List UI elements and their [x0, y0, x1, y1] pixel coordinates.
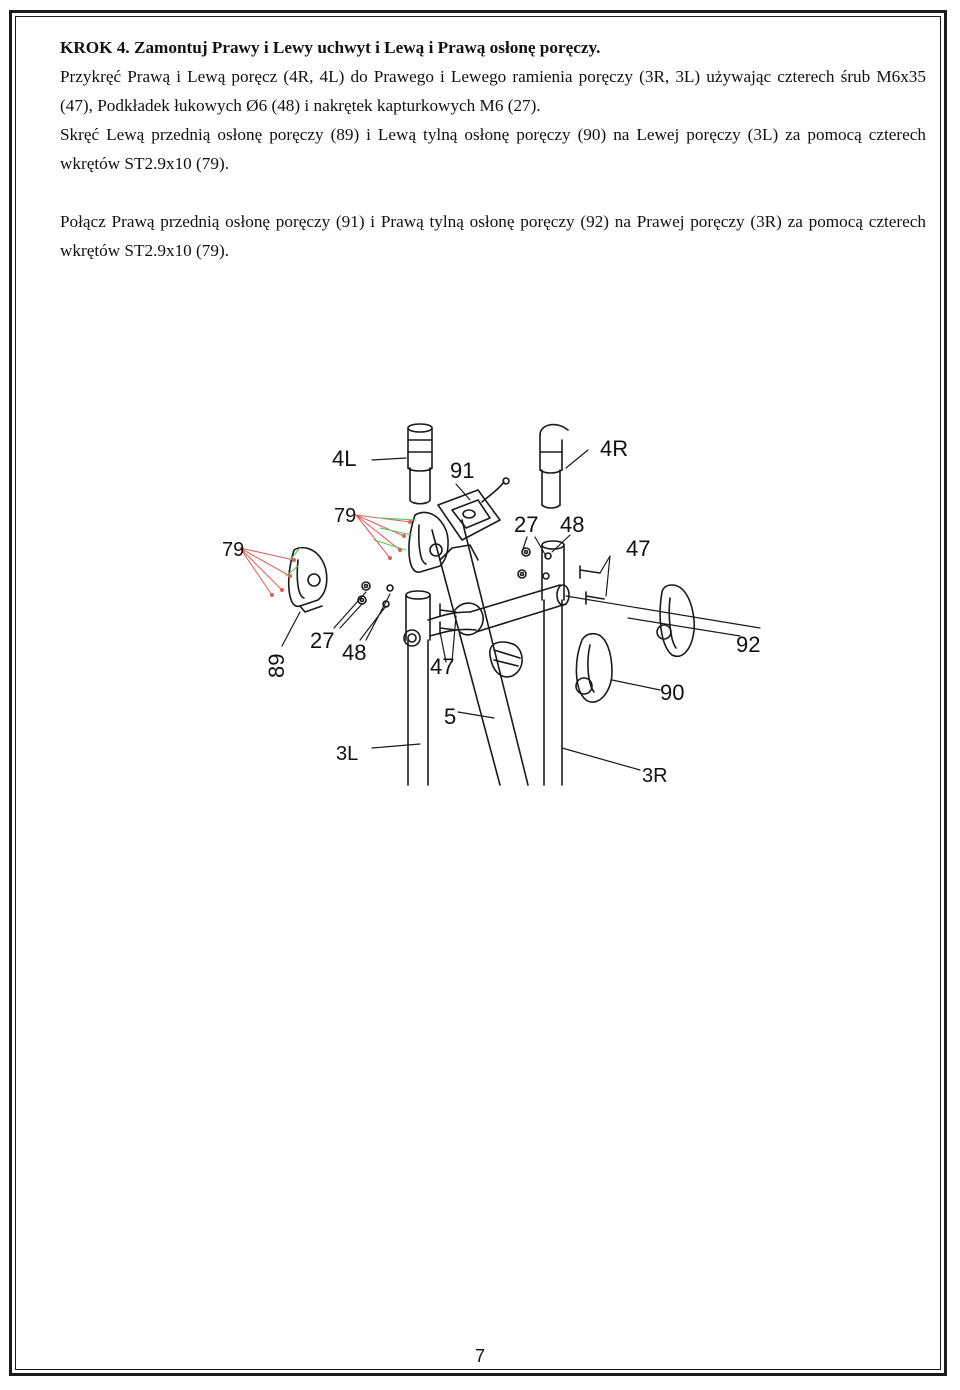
label-89: 89 — [264, 653, 289, 678]
paragraph-right-covers: Połącz Prawą przednią osłonę poręczy (91) i Prawą tylną osłonę poręczy (92) na Prawej poręczy (3R) za pomocą czterech wkrętów ST2.9x10 (79). — [60, 212, 926, 260]
label-4R: 4R — [600, 436, 629, 461]
label-5: 5 — [444, 704, 457, 729]
page-number: 7 — [474, 1346, 485, 1366]
label-91: 91 — [450, 458, 475, 483]
adjustment-knob — [490, 642, 522, 677]
cover-89 — [289, 548, 327, 612]
screw-pointers-right — [356, 515, 416, 560]
cover-90 — [576, 634, 612, 702]
label-90: 90 — [660, 680, 685, 705]
step-heading: KROK 4. Zamontuj Prawy i Lewy uchwyt i Lewą i Prawą osłonę poręczy. — [60, 38, 601, 57]
label-79-left: 79 — [222, 539, 245, 561]
label-27-top: 27 — [514, 512, 539, 537]
left-handlebar-4L — [408, 424, 432, 504]
right-handlebar-4R — [540, 425, 568, 508]
paragraph-left-covers: Skręć Lewą przednią osłonę poręczy (89) i Lewą tylną osłonę poręczy (90) na Lewej poręczy (3L) za pomocą czterech wkrętów ST2.9x10 (79). — [60, 125, 926, 173]
label-79-right: 79 — [334, 505, 357, 527]
paragraph-handlebar-mounting: Przykręć Prawą i Lewą poręcz (4R, 4L) do Prawego i Lewego ramienia poręczy (3R, 3L) używając czterech śrub M6x35 (47), Podkładek łukowych Ø6 (48) i nakrętek kapturkowych M6 (27). — [60, 67, 926, 115]
label-48-top: 48 — [560, 512, 585, 537]
part-labels — [222, 436, 760, 787]
console-plate — [438, 478, 509, 540]
label-3L: 3L — [336, 743, 359, 765]
label-47-bottom: 47 — [430, 654, 455, 679]
screw-pointers-left — [240, 548, 300, 597]
right-arm-3R — [542, 541, 564, 785]
cover-91 — [409, 513, 448, 573]
left-arm-3L — [404, 591, 476, 785]
cover-92 — [657, 585, 694, 656]
crossbar-tube — [455, 585, 569, 635]
main-column-5 — [432, 520, 528, 785]
label-4L: 4L — [332, 446, 357, 471]
label-3R: 3R — [642, 765, 668, 787]
leader-lines — [282, 450, 740, 770]
bolts-and-washers — [358, 548, 604, 634]
label-48-bottom: 48 — [342, 640, 367, 665]
label-27-bottom: 27 — [310, 628, 335, 653]
label-47-right: 47 — [626, 536, 651, 561]
label-92: 92 — [736, 632, 761, 657]
